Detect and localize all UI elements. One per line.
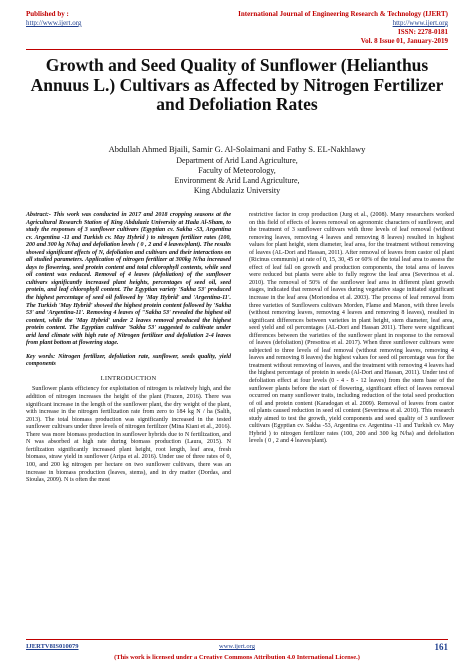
page-number: 161 (434, 642, 448, 652)
right-column (249, 212, 454, 446)
left-column (26, 212, 231, 485)
header-journal-info (238, 10, 448, 46)
abstract-text: This work was conducted in 2017 and 2018 cropping seasons at the Agricultural Research Station of King Abdulaziz University at Hada Al-Sham, to study the responses of 3 sunflower cultivars (Egyptian cv. Sakha -53, Argentina cv. Argentina -11 and Turkish cv. May Hybrid ) to nitrogen fertilizer rates (100, 200 and 300 kg N/ha) and defoliation levels ( 0 , 2 and 4 leaves/plant). The results showed significant effects of N, defoliation and cultivars and their interactions on all studied parameters. Application of nitrogen fertilizer at 300kg N/ha increased days to flowering, seed protein content and total chlorophyll contents, while seed oil content was reduced. Removal of 4 leaves (defoliation) of the sunflower cultivars significantly increased plant heights, percentages of seed oil, seed protein, and leaf chlorophyll content. The Egyptian variety 'Sakha 53' produced the highest percentage of seed oil followed by 'May Hybrid' and 'Argentina-11'. The Turkish 'May Hybrid' showed the highest protein content followed by 'Sakha 53' and 'Argentina-11'. Removing 4 leaves of ''Sakha 53' revealed the highest oil content, while the 'May Hybrid' under 2 leaves removal produced the highest protein content. The Egyptian cultivar 'Sakha 53' suggested to cultivate under arid land climate with high rate of Nitrogen fertilizer and defoliation 2-4 leaves from plant bottom at flowering stage. (26, 212, 231, 347)
intro-paragraph-right: restrictive factor in crop production (Jurg et al., (2008). Many researchers worked on this field of effects of leaves removal on agronomic characters of sunflower, and the treatment of 3 sunflower cultivars with three levels of leaf removal (without removing leaves, removing 4 leaves and removing 8 leaves) resulted in highest values for plant height, stem diameter, leaf area, for the treatment without removing of leaves (AL-Dori and Hassan, 2011). After removal of leaves from castor oil plant (Ricinus communis) at rate of 0, 15, 30, 45 or 60% of the total leaf area to assess the effect of leaf fall on growth and production components, the total area of leaves were reduced but plants were able to fully regrow the leaf area (Severinoa et al. 2010). The removal of 50% of the sunflower leaf area in different plant growth stages, indicated that removal of leaves during vegetative stage initiated significant increase in the leaf area (Moriondoa et al. 2003). The process of leaf removal from three varieties of Sunflowers cultivars Morden, Flame and Manon, with three levels (without removing leaves, removing 4 leaves and removing 8 leaves), resulted in significant differences between varieties in plant height, stem diameter, leaf area, seed yield and oil percentages (AL-Dori and Hassan 2011). There were significant differences between the varieties of the sunflower plant in response to the removal of leaves (defoliation) (Presottoa et al. 2017). When three sunflower cultivars were subjected to three levels of leaf removal (without removing leaves, removing 4 leaves and removing 8 leaves) the highest values for seed oil percentage was for the treatment without removing of leaves, and the treatment with removing 4 leaves had the highest percentage of protein in seeds (Al-Dori and Hassan, 2011). Under test of defoliation effect at four levels (0 - 4 - 8 - 12 leaves) from the stem base of the sunflower plants before the start of flowering, significant effect of leaves removal occurred on many sunflower traits, including reduction of the total seed production of oil and protein content (Karadogan et al. 2009). Removal of leaves from castor oil plants caused reduction in seed oil content (Severinoa et al. 2010). This research study aimed to test the growth, yield components and seed quality of 3 sunflower cultivars (Egyptian cv. Sakha -53, Argentina cv. Argentina -11 and Turkish cv. May Hybrid ) to nitrogen fertilizer rates (100, 200 and 300 kg N/ha) and defoliation levels ( 0 , 2 and 4 leaves/plant). (249, 212, 454, 445)
affiliation-line: Department of Arid Land Agriculture, (176, 156, 298, 165)
publisher-url-link[interactable]: http://www.ijert.org (26, 19, 82, 27)
header-publisher (26, 10, 81, 28)
author-names: Abdullah Ahmed Bjaili, Samir G. Al-Solaimani and Fathy S. EL-Nakhlawy (108, 144, 366, 154)
affiliation-line: Faculty of Meteorology, (198, 166, 276, 175)
abstract-lead: Abstract:- (26, 212, 51, 218)
abstract (26, 212, 231, 348)
footer-divider (26, 639, 448, 640)
header-divider (26, 49, 448, 50)
license-notice: (This work is licensed under a Creative Commons Attribution 4.0 International License.) (114, 654, 360, 661)
journal-url-link[interactable]: http://www.ijert.org (392, 19, 448, 27)
keywords: Key words: Nitrogen fertilizer, defoliation rate, sunflower, seeds quality, yield components (26, 353, 231, 368)
paper-id-link[interactable]: IJERTV8IS010079 (26, 643, 79, 650)
section-heading-introduction: I.INTRODUCTION (100, 374, 157, 382)
author-block (26, 144, 448, 196)
volume-label: Vol. 8 Issue 01, January-2019 (360, 37, 448, 45)
issn-label: ISSN: 2278-0181 (398, 28, 448, 36)
affiliation-line: King Abdulaziz University (193, 186, 281, 195)
published-by-label: Published by : (26, 10, 69, 18)
footer-url-link[interactable]: www.ijert.org (219, 643, 255, 650)
affiliation-line: Environment & Arid Land Agriculture, (174, 176, 300, 185)
paper-title: Growth and Seed Quality of Sunflower (Helianthus Annuus L.) Cultivars as Affected by Nitrogen Fertilizer and Defoliation Rates (30, 55, 444, 114)
journal-name: International Journal of Engineering Research & Technology (IJERT) (238, 10, 448, 18)
intro-paragraph-left: Sunflower plants efficiency for exploitation of nitrogen is relatively high, and the addition of nitrogen increases the height of the plant (Frazen, 2016). There was significant increase in the length of the sunflower plant, the dry weight of the plant, with increase in the nitrogen fertilization rate from zero to 184 kg N / ha (Salih, 2013). The total biomass production was significantly increased in the tested sunflower cultivars under three levels of nitrogen fertilizer (Mina Kiani et al., 2016). There was more biomass production in sunflower hybrids due to N fertilization, and N was absorbed at high rate during biomass production (Laura, 2015). N fertilization significantly increased plant height, root length, leaf area, fresh biomass, straw yield in sunflower (Aripa et al. 2016). Under use of three rates of 0, 100, and 200 kg nitrogen per hectare on two sunflower cultivars, there was an increase in biomass production (leaves, stems), and in dry matter (Dordas, and Sioulas, 2009). N is often the most (26, 386, 231, 484)
